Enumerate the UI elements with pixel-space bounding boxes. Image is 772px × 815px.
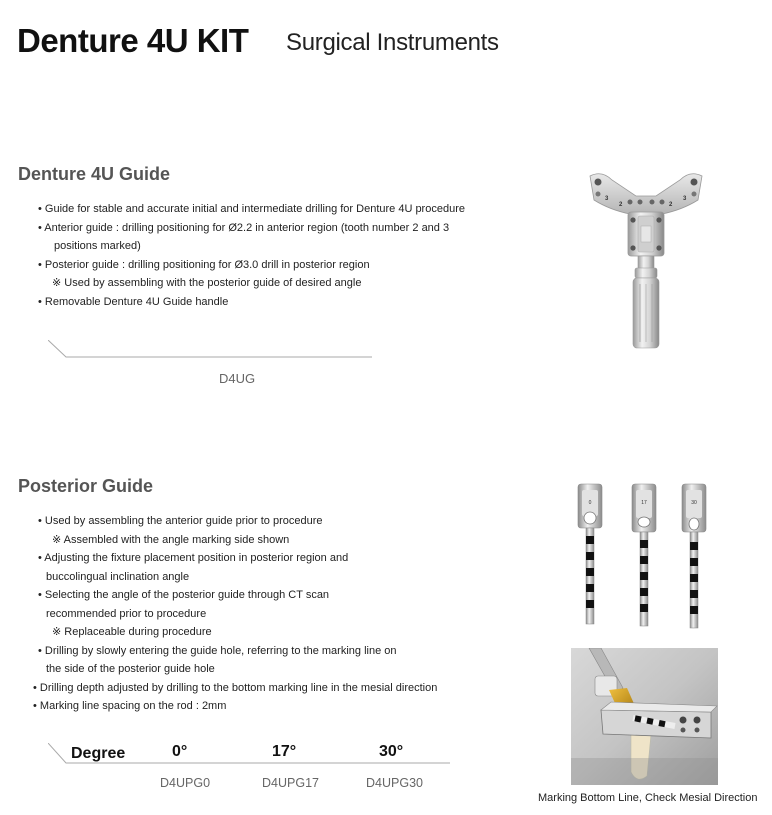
guide-product-code: D4UG [219, 371, 256, 386]
posterior-bullet: • Drilling depth adjusted by drilling to the bottom marking line in the mesial direction [33, 681, 438, 694]
posterior-rod-17 [632, 484, 656, 626]
product-code-17: D4UPG17 [262, 776, 319, 790]
posterior-bullet-continuation: buccolingual inclination angle [46, 570, 190, 583]
posterior-bullet: • Adjusting the fixture placement position in posterior region and [38, 552, 349, 564]
product-code-30: D4UPG30 [366, 776, 423, 790]
degree-value-0: 0° [172, 743, 188, 760]
posterior-section-title: Posterior Guide [18, 476, 154, 496]
rod-angle-label: 30 [691, 500, 697, 506]
guide-section-title: Denture 4U Guide [18, 164, 171, 184]
degree-value-30: 30° [379, 743, 404, 760]
posterior-guide-rods-image [572, 480, 716, 632]
posterior-bullet: • Drilling by slowly entering the guide hole, referring to the marking line on [38, 644, 397, 657]
guide-note: ※ Used by assembling with the posterior guide of desired angle [52, 277, 362, 289]
posterior-note: ※ Replaceable during procedure [52, 626, 212, 638]
procedure-photo [571, 648, 718, 785]
guide-tooth-label: 2 [669, 202, 673, 208]
posterior-bullet: • Used by assembling the anterior guide prior to procedure [38, 515, 323, 527]
posterior-bullet: • Selecting the angle of the posterior guide through CT scan [38, 589, 330, 601]
guide-tooth-label: 3 [683, 196, 687, 202]
guide-tooth-label: 2 [619, 202, 623, 208]
guide-bullet: • Guide for stable and accurate initial and intermediate drilling for Denture 4U procedure [38, 203, 465, 215]
denture-guide-image [586, 170, 706, 352]
guide-code-line [48, 340, 374, 362]
degree-label: Degree [71, 745, 126, 762]
degree-value-17: 17° [272, 743, 297, 760]
posterior-bullet: • Marking line spacing on the rod : 2mm [33, 700, 227, 712]
guide-tooth-label: 3 [605, 196, 609, 202]
product-code-0: D4UPG0 [160, 776, 211, 790]
rod-angle-label: 0 [588, 500, 592, 506]
guide-bullet-continuation: positions marked) [54, 240, 141, 252]
page-title: Denture 4U KIT [17, 22, 249, 59]
posterior-rod-0 [578, 484, 602, 624]
page-subtitle: Surgical Instruments [286, 29, 499, 56]
guide-bullet-list [38, 200, 465, 311]
posterior-rod-30 [682, 484, 706, 628]
guide-bullet: • Posterior guide : drilling positioning for Ø3.0 drill in posterior region [38, 258, 370, 271]
rod-angle-label: 17 [641, 500, 647, 506]
photo-caption: Marking Bottom Line, Check Mesial Direction [538, 792, 758, 804]
posterior-bullet-continuation: recommended prior to procedure [46, 607, 207, 620]
posterior-bullet-continuation: the side of the posterior guide hole [46, 663, 215, 675]
posterior-note: ※ Assembled with the angle marking side shown [52, 533, 290, 546]
guide-bullet: • Removable Denture 4U Guide handle [38, 295, 229, 308]
posterior-bullet-list [33, 512, 438, 716]
guide-bullet: • Anterior guide : drilling positioning for Ø2.2 in anterior region (tooth number 2 and 3 [38, 221, 450, 234]
